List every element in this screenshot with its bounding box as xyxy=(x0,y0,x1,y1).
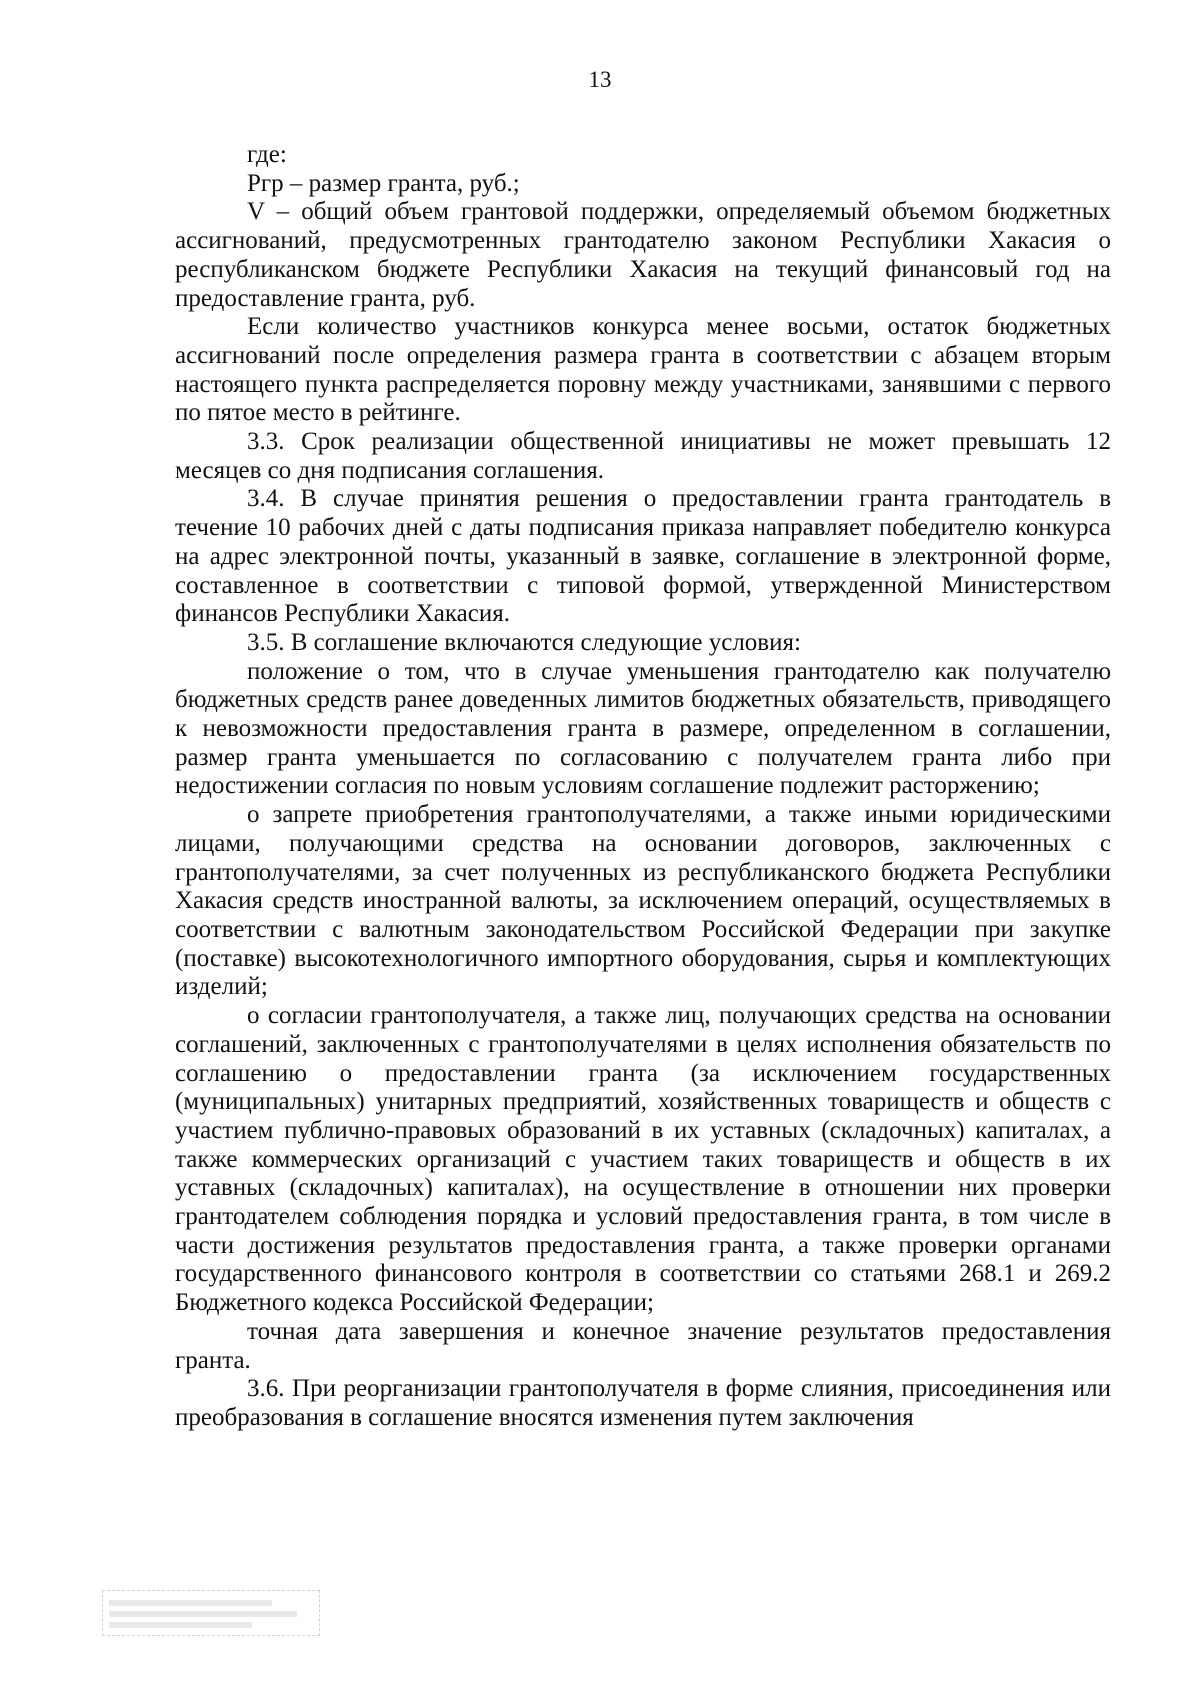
paragraph-3-6: 3.6. При реорганизации грантополучателя в форме слияния, присоединения или преобразования в соглашение вносятся изменения путем заключения xyxy=(175,1375,1111,1431)
document-body xyxy=(175,141,1111,1433)
paragraph-condition-currency: о запрете приобретения грантополучателями, а также иными юридическими лицами, получающими средства на основании договоров, заключенных с грантополучателями, за счет полученных из республиканского бюджета Республики Хакасия средств иностранной валюты, за исключением операций, осуществляемых в соответствии с валютным законодательством Российской Федерации при закупке (поставке) высокотехнологичного импортного оборудования, сырья и комплектующих изделий; xyxy=(175,801,1111,1001)
paragraph-3-4: 3.4. В случае принятия решения о предоставлении гранта грантодатель в течение 10 рабочих дней с даты подписания приказа направляет победителю конкурса на адрес электронной почты, указанный в заявке, соглашение в электронной форме, составленное в соответствии с типовой формой, утвержденной Министерством финансов Республики Хакасия. xyxy=(175,485,1111,628)
paragraph-3-5: 3.5. В соглашение включаются следующие условия: xyxy=(247,628,801,656)
faded-stamp xyxy=(102,1590,320,1636)
paragraph-3-3: 3.3. Срок реализации общественной инициативы не может превышать 12 месяцев со дня подписания соглашения. xyxy=(175,428,1111,484)
paragraph-v-definition: V – общий объем грантовой поддержки, определяемый объемом бюджетных ассигнований, предусмотренных грантодателю законом Республики Хакасия о республиканском бюджете Республики Хакасия на текущий финансовый год на предоставление гранта, руб. xyxy=(175,198,1111,312)
paragraph-where: где: xyxy=(247,141,287,168)
paragraph-condition-date: точная дата завершения и конечное значение результатов предоставления гранта. xyxy=(175,1317,1111,1374)
page-number: 13 xyxy=(588,67,612,92)
paragraph-pgr-definition: Pгр – размер гранта, руб.; xyxy=(247,169,520,197)
paragraph-condition-limits: положение о том, что в случае уменьшения грантодателю как получателю бюджетных средств ранее доведенных лимитов бюджетных обязательств, приводящего к невозможности предоставления гранта в размере, определенном в соглашении, размер гранта уменьшается по согласованию с получателем гранта либо при недостижении согласия по новым условиям соглашение подлежит расторжению; xyxy=(175,657,1111,800)
paragraph-remainder: Если количество участников конкурса менее восьми, остаток бюджетных ассигнований после определения размера гранта в соответствии с абзацем вторым настоящего пункта распределяется поровну между участниками, занявшими с первого по пятое место в рейтинге. xyxy=(175,313,1111,427)
paragraph-condition-consent: о согласии грантополучателя, а также лиц, получающих средства на основании соглашений, заключенных с грантополучателями в целях исполнения обязательств по соглашению о предоставлении гранта (за исключением государственных (муниципальных) унитарных предприятий, хозяйственных товариществ и обществ с участием публично-правовых образований в их уставных (складочных) капиталах, а также коммерческих организаций с участием таких товариществ и обществ в их уставных (складочных) капиталах), на осуществление в отношении них проверки грантодателем соблюдения порядка и условий предоставления гранта, в том числе в части достижения результатов предоставления гранта, а также проверки органами государственного финансового контроля в соответствии со статьями 268.1 и 269.2 Бюджетного кодекса Российской Федерации; xyxy=(175,1002,1111,1317)
